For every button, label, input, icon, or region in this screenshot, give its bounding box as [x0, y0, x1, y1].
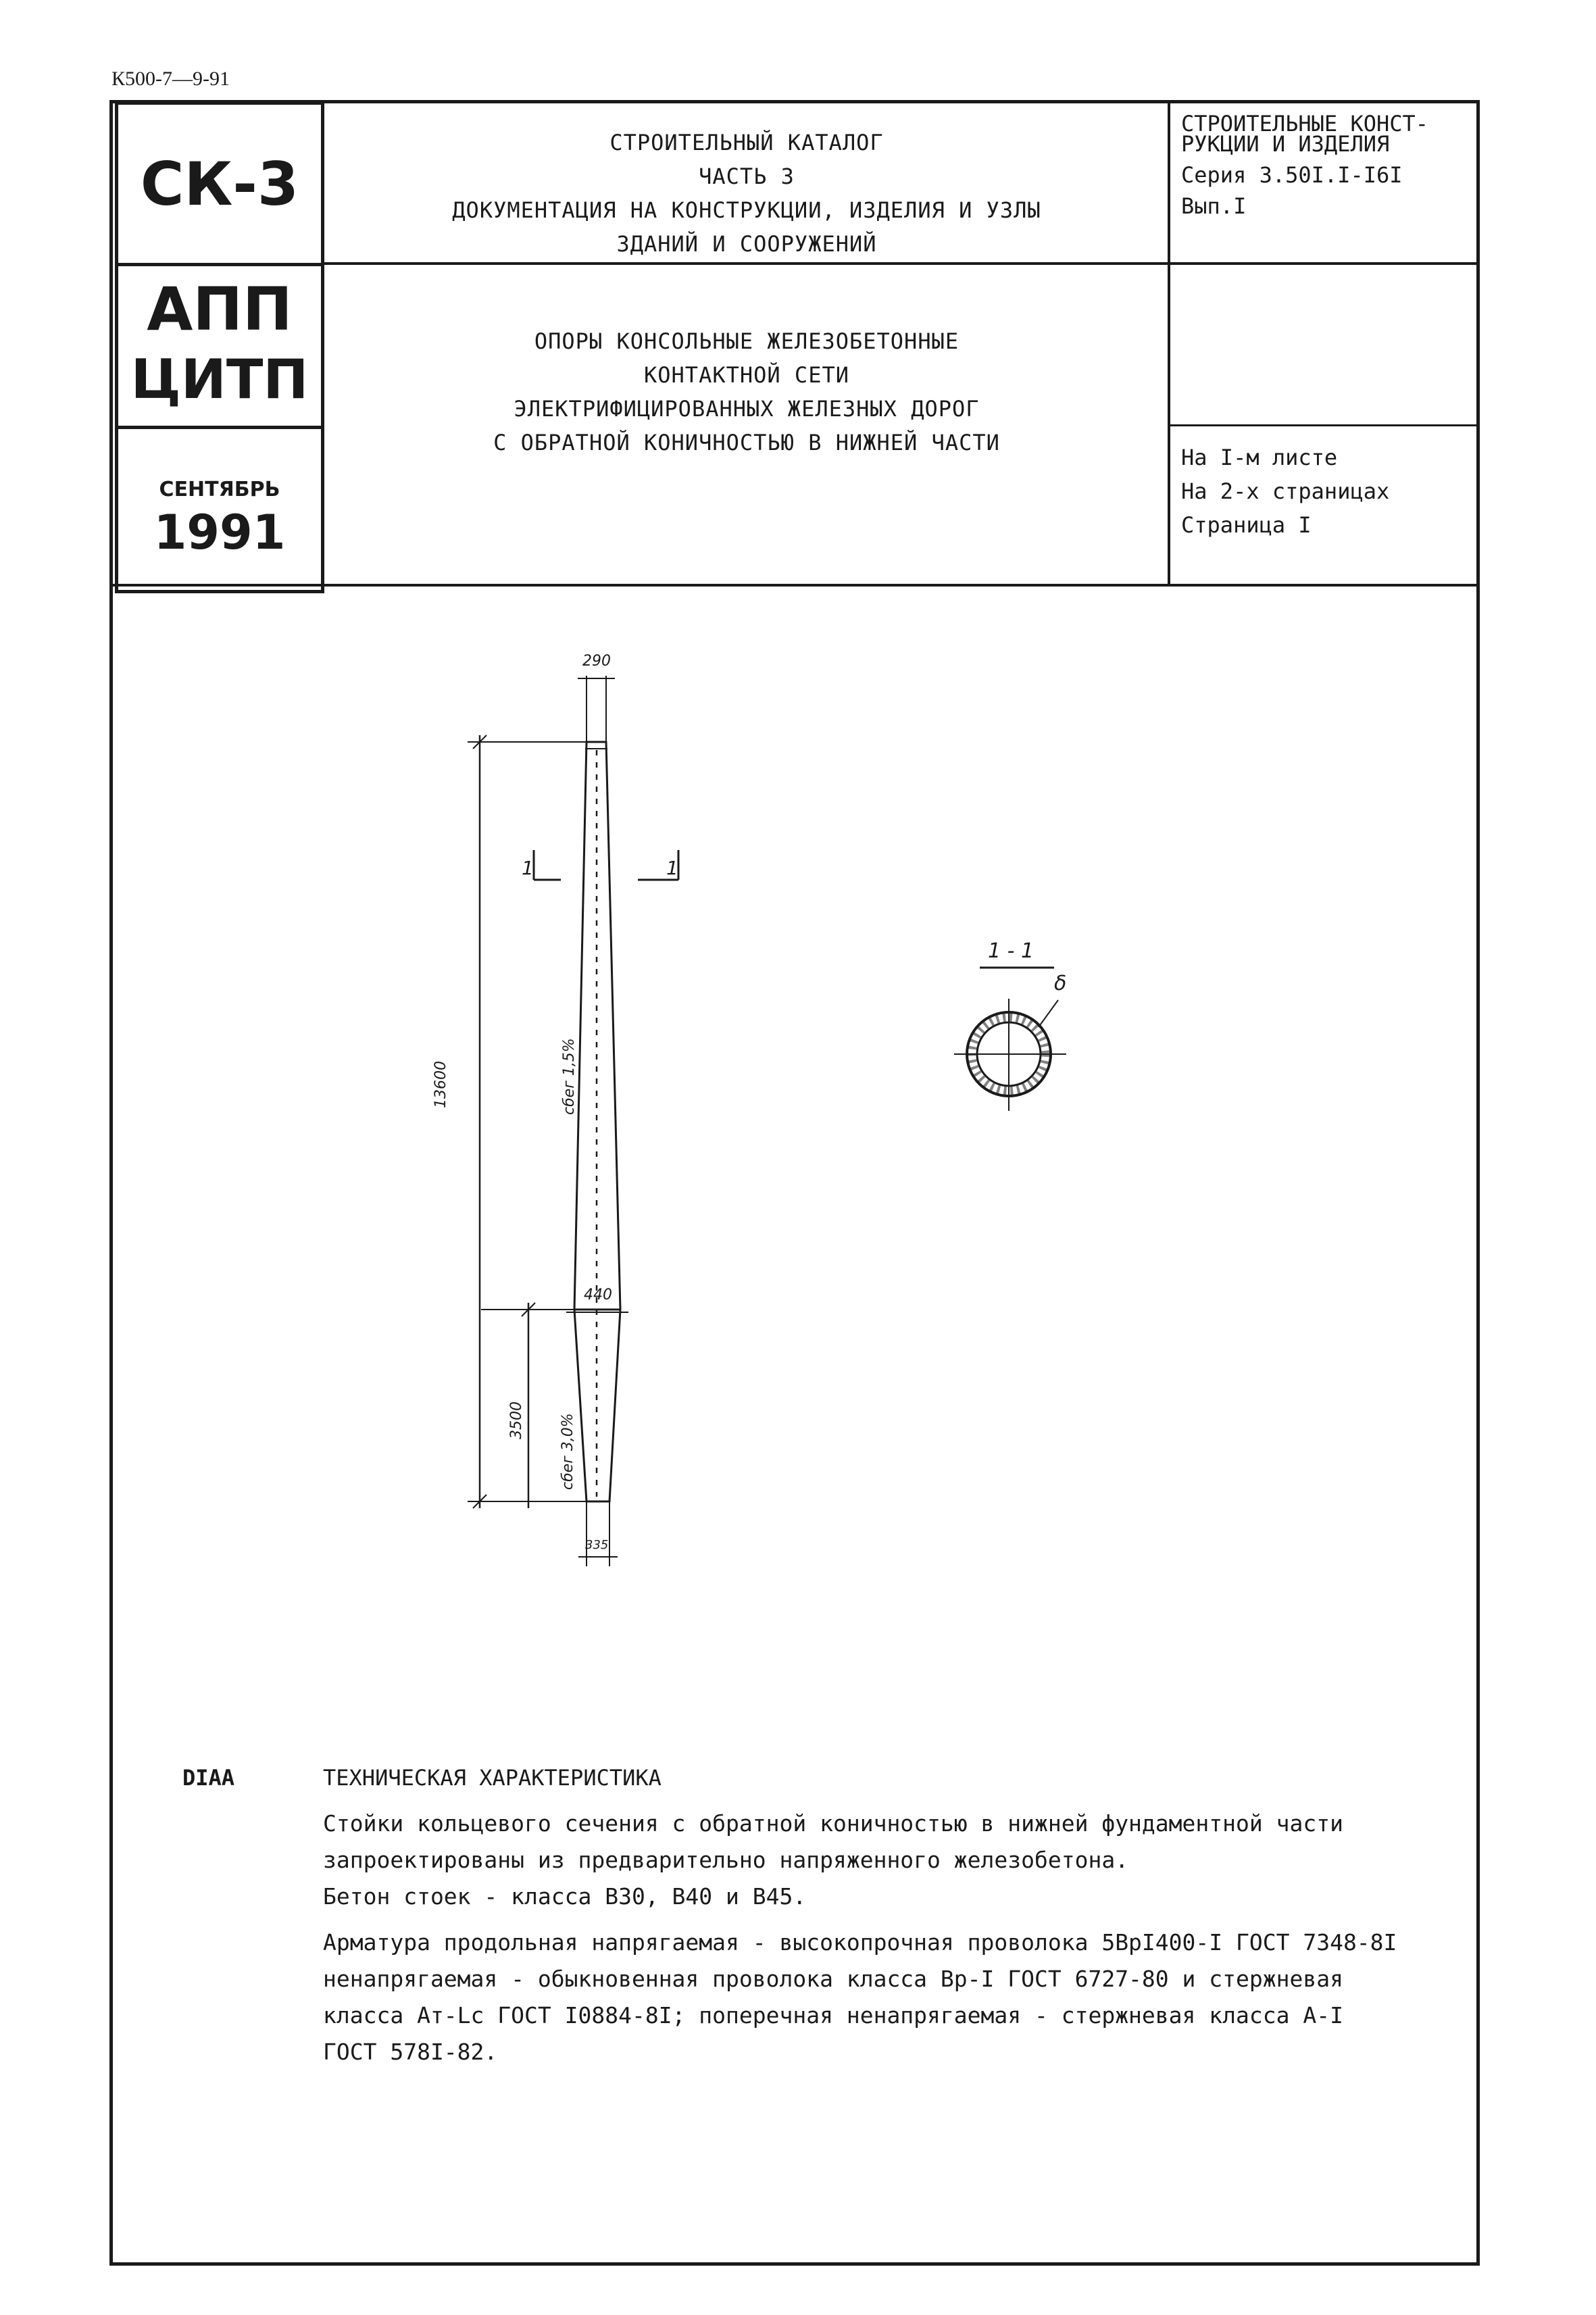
catalog-header-line2: ЧАСТЬ 3	[699, 164, 795, 189]
title-line3: ЭЛЕКТРИФИЦИРОВАННЫХ ЖЕЛЕЗНЫХ ДОРОГ	[514, 396, 980, 422]
tech-p1-line1: Стойки кольцевого сечения с обратной коничностью в нижней фундаментной части	[323, 1810, 1343, 1837]
catalog-header-line1: СТРОИТЕЛЬНЫЙ КАТАЛОГ	[609, 130, 884, 155]
taper-bottom-label: сбег 3,0%	[559, 1413, 576, 1490]
tech-p2-line4: ГОСТ 578I-82.	[323, 2039, 498, 2065]
top-width-label: 290	[582, 653, 611, 670]
catalog-header-line3: ДОКУМЕНТАЦИЯ НА КОНСТРУКЦИИ, ИЗДЕЛИЯ И УЗЛЫ	[452, 197, 1041, 223]
title-line1: ОПОРЫ КОНСОЛЬНЫЕ ЖЕЛЕЗОБЕТОННЫЕ	[534, 328, 959, 354]
stamp-year: 1991	[153, 505, 286, 560]
total-length-label: 13600	[432, 1061, 449, 1108]
stamp-month: СЕНТЯБРЬ	[159, 478, 280, 501]
tech-p1-line3: Бетон стоек - класса В30, В40 и В45.	[323, 1883, 807, 1910]
section-mark-left: 1	[522, 857, 534, 879]
tech-p2-line2: ненапрягаемая - обыкновенная проволока класса Вр-I ГОСТ 6727-80 и стержневая	[323, 1966, 1343, 1992]
org-line2: ЦИТП	[130, 348, 309, 411]
bottom-width-label: 335	[585, 1538, 609, 1552]
taper-top-label: сбег 1,5%	[561, 1038, 578, 1115]
series-info-line2: РУКЦИИ И ИЗДЕЛИЯ	[1181, 131, 1390, 157]
tech-paragraph-1	[323, 1806, 1465, 1915]
document-code: К500-7—9-91	[111, 68, 230, 90]
section-mark-right: 1	[666, 857, 678, 879]
title-line4: С ОБРАТНОЙ КОНИЧНОСТЬЮ В НИЖНЕЙ ЧАСТИ	[493, 430, 1000, 455]
series-info-line1: СТРОИТЕЛЬНЫЕ КОНСТ-	[1181, 111, 1429, 136]
section-thickness-leader	[1039, 1000, 1058, 1027]
series-issue: Вып.I	[1181, 193, 1247, 219]
mid-width-label: 440	[584, 1287, 612, 1303]
tech-heading: ТЕХНИЧЕСКАЯ ХАРАКТЕРИСТИКА	[323, 1765, 662, 1791]
series-number: Серия 3.50I.I-I6I	[1181, 162, 1403, 188]
org-line1: АПП	[147, 274, 293, 344]
sheet-info-line3: Страница I	[1181, 512, 1312, 538]
catalog-code: СК-3	[140, 149, 299, 219]
sheet-info-line2: На 2-х страницах	[1181, 478, 1390, 504]
bottom-length-label: 3500	[508, 1401, 525, 1439]
title-line2: КОНТАКТНОЙ СЕТИ	[644, 362, 849, 388]
tech-paragraph-2	[323, 1924, 1465, 2070]
section-title: 1 - 1	[988, 939, 1034, 963]
tech-code: DIAA	[182, 1765, 235, 1791]
catalog-header-line4: ЗДАНИЙ И СООРУЖЕНИЙ	[616, 231, 877, 257]
sheet-info-line1: На I-м листе	[1181, 445, 1338, 470]
tech-p1-line2: запроектированы из предварительно напряженного железобетона.	[323, 1847, 1129, 1873]
thickness-label: δ	[1054, 972, 1067, 995]
tech-p2-line3: класса Ат-Lc ГОСТ I0884-8I; поперечная ненапрягаемая - стержневая класса А-I	[323, 2002, 1343, 2028]
tech-p2-line1: Арматура продольная напрягаемая - высокопрочная проволока 5ВрI400-I ГОСТ 7348-8I	[323, 1929, 1397, 1956]
